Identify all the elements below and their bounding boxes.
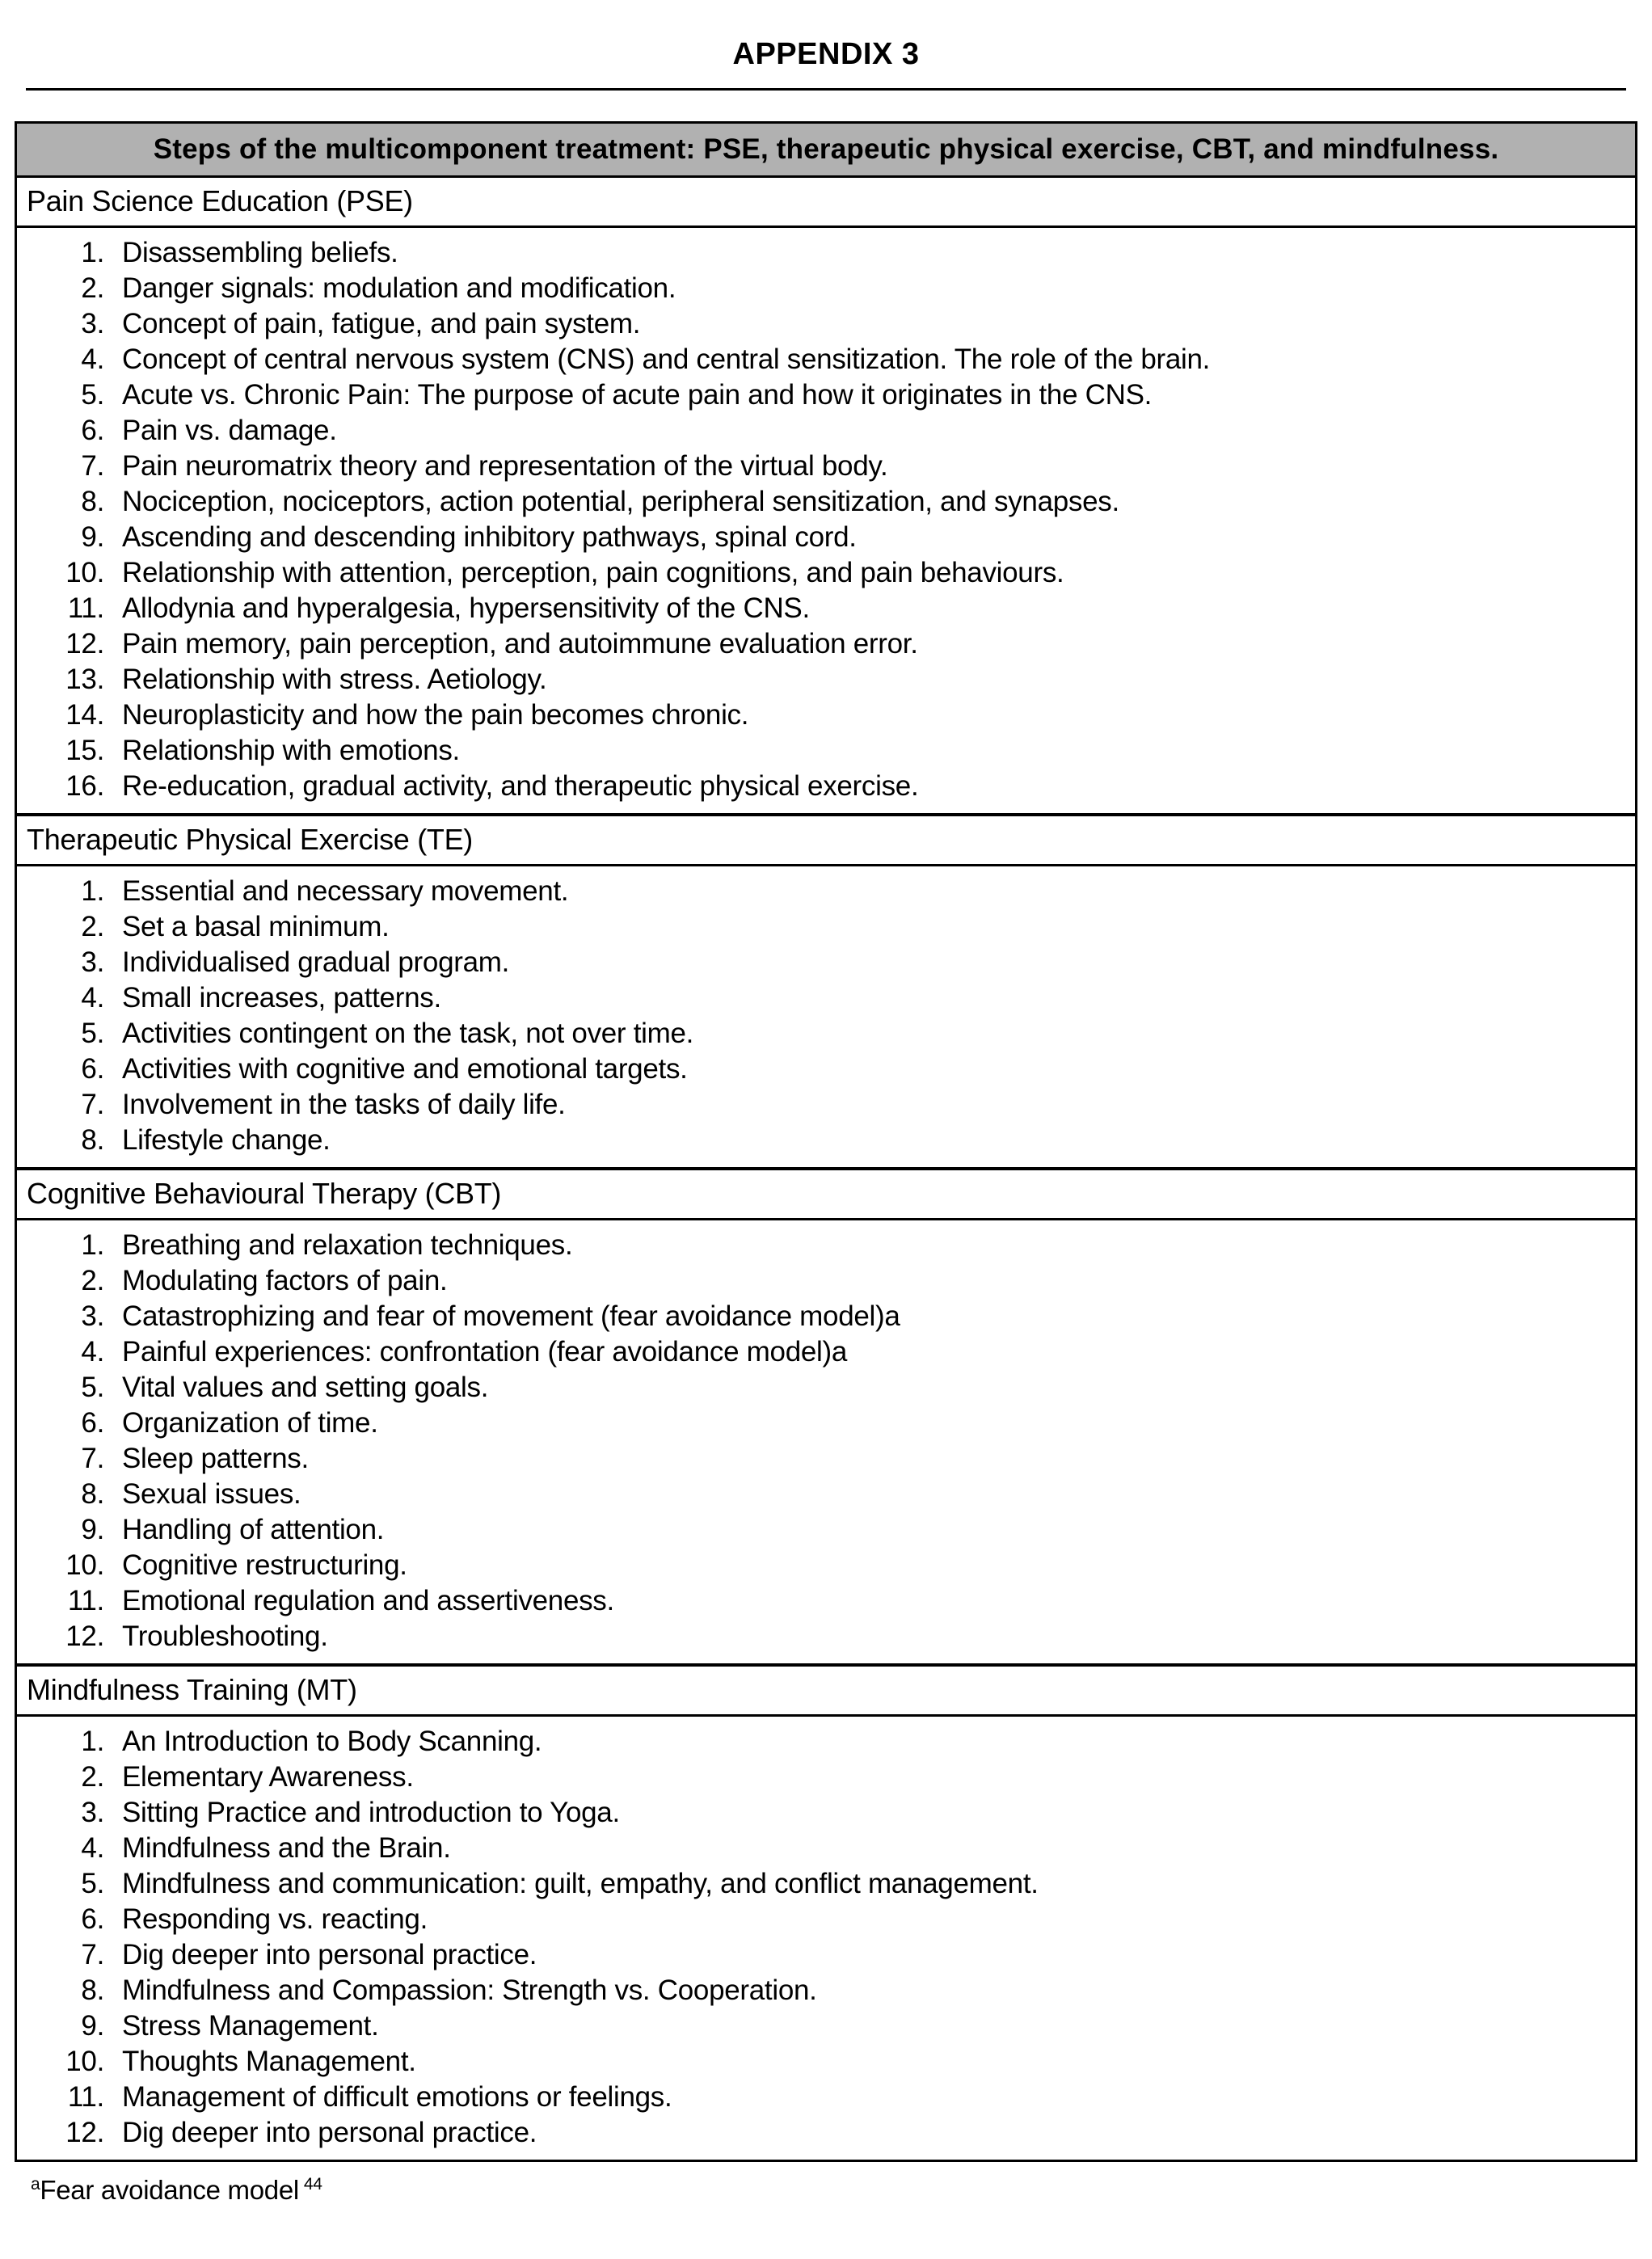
list-item <box>17 874 1635 909</box>
list-item <box>17 591 1635 626</box>
list-item-number: 10. <box>65 1549 104 1581</box>
footnote <box>31 2175 1637 2206</box>
list-item-text: Lifestyle change. <box>122 1124 331 1156</box>
list-item <box>17 1052 1635 1087</box>
list-item <box>17 1760 1635 1795</box>
list-item-number: 9. <box>81 2010 104 2042</box>
footnote-marker: a <box>31 2175 40 2194</box>
list-item-text: Modulating factors of pain. <box>122 1265 448 1296</box>
section-list <box>17 866 1635 1167</box>
list-item-text: Relationship with stress. Aetiology. <box>122 664 547 695</box>
list-item <box>17 626 1635 662</box>
list-item <box>17 1477 1635 1512</box>
list-item-number: 4. <box>81 1336 104 1368</box>
list-item-text: Management of difficult emotions or feelings. <box>122 2081 672 2113</box>
section-list <box>17 1220 1635 1663</box>
list-item-number: 6. <box>81 415 104 446</box>
list-item <box>17 1123 1635 1158</box>
list-item-number: 12. <box>65 2117 104 2148</box>
list-item-text: Activities contingent on the task, not over time. <box>122 1018 694 1049</box>
list-item <box>17 1016 1635 1052</box>
footnote-text: Fear avoidance model <box>40 2175 299 2205</box>
list-item-text: Sitting Practice and introduction to Yoga. <box>122 1797 620 1828</box>
list-item-number: 13. <box>65 664 104 695</box>
list-item <box>17 698 1635 733</box>
list-item-number: 2. <box>81 911 104 942</box>
list-item-text: Ascending and descending inhibitory pathways, spinal cord. <box>122 521 857 553</box>
title-divider <box>26 88 1626 91</box>
list-item-number: 12. <box>65 628 104 660</box>
list-item <box>17 1548 1635 1583</box>
list-item <box>17 980 1635 1016</box>
list-item-number: 1. <box>81 1229 104 1261</box>
list-item-number: 3. <box>81 946 104 978</box>
list-item-number: 7. <box>81 450 104 482</box>
list-item-number: 16. <box>65 770 104 802</box>
list-item <box>17 1724 1635 1760</box>
list-item-number: 14. <box>65 699 104 731</box>
list-item-text: Dig deeper into personal practice. <box>122 1939 537 1970</box>
list-item-text: Dig deeper into personal practice. <box>122 2117 537 2148</box>
list-item <box>17 1619 1635 1654</box>
list-item-text: Stress Management. <box>122 2010 379 2042</box>
list-item <box>17 662 1635 698</box>
list-item <box>17 1973 1635 2008</box>
list-item-number: 6. <box>81 1407 104 1439</box>
list-item <box>17 2080 1635 2115</box>
list-item-text: Vital values and setting goals. <box>122 1372 489 1403</box>
section-title: Therapeutic Physical Exercise (TE) <box>17 813 1635 866</box>
list-item-number: 2. <box>81 1265 104 1296</box>
list-item-number: 5. <box>81 1372 104 1403</box>
list-item <box>17 1299 1635 1334</box>
list-item-text: Painful experiences: confrontation (fear avoidance model)a <box>122 1336 848 1368</box>
list-item <box>17 342 1635 377</box>
list-item <box>17 1087 1635 1123</box>
list-item <box>17 449 1635 484</box>
list-item-text: Elementary Awareness. <box>122 1761 414 1793</box>
list-item-number: 1. <box>81 237 104 268</box>
list-item-number: 8. <box>81 1478 104 1510</box>
list-item <box>17 1512 1635 1548</box>
list-item-number: 4. <box>81 1832 104 1864</box>
list-item-text: Individualised gradual program. <box>122 946 510 978</box>
list-item-number: 5. <box>81 1018 104 1049</box>
list-item-text: Mindfulness and communication: guilt, empathy, and conflict management. <box>122 1868 1039 1899</box>
list-item-number: 5. <box>81 1868 104 1899</box>
list-item-text: An Introduction to Body Scanning. <box>122 1726 542 1757</box>
list-item-number: 4. <box>81 982 104 1014</box>
list-item-text: Mindfulness and Compassion: Strength vs. Cooperation. <box>122 1975 817 2006</box>
list-item-text: Disassembling beliefs. <box>122 237 398 268</box>
list-item-number: 15. <box>65 735 104 766</box>
list-item-number: 10. <box>65 2046 104 2077</box>
list-item-text: Danger signals: modulation and modification. <box>122 272 676 304</box>
list-item-number: 7. <box>81 1089 104 1120</box>
list-item-number: 8. <box>81 486 104 517</box>
list-item-text: Thoughts Management. <box>122 2046 416 2077</box>
list-item-number: 1. <box>81 1726 104 1757</box>
list-item-text: Responding vs. reacting. <box>122 1903 428 1935</box>
list-item-number: 12. <box>65 1620 104 1652</box>
list-item <box>17 1795 1635 1831</box>
list-item <box>17 945 1635 980</box>
list-item-number: 2. <box>81 1761 104 1793</box>
list-item-text: Sleep patterns. <box>122 1443 309 1474</box>
list-item-text: Pain memory, pain perception, and autoimmune evaluation error. <box>122 628 918 660</box>
list-item-number: 3. <box>81 1797 104 1828</box>
list-item-text: Allodynia and hyperalgesia, hypersensitivity of the CNS. <box>122 592 810 624</box>
list-item <box>17 909 1635 945</box>
list-item-text: Involvement in the tasks of daily life. <box>122 1089 566 1120</box>
list-item <box>17 1334 1635 1370</box>
treatment-steps-table <box>15 121 1637 2162</box>
list-item <box>17 271 1635 306</box>
list-item-text: Organization of time. <box>122 1407 378 1439</box>
list-item <box>17 1441 1635 1477</box>
list-item-number: 5. <box>81 379 104 411</box>
list-item-number: 10. <box>65 557 104 588</box>
list-item-number: 7. <box>81 1443 104 1474</box>
section-title: Mindfulness Training (MT) <box>17 1663 1635 1717</box>
table-header: Steps of the multicomponent treatment: PSE, therapeutic physical exercise, CBT, and mindfulness. <box>17 124 1635 178</box>
treatment-section <box>17 1167 1635 1663</box>
treatment-section <box>17 178 1635 813</box>
list-item <box>17 733 1635 769</box>
list-item-text: Troubleshooting. <box>122 1620 328 1652</box>
list-item-text: Small increases, patterns. <box>122 982 441 1014</box>
list-item-text: Breathing and relaxation techniques. <box>122 1229 573 1261</box>
list-item-number: 8. <box>81 1124 104 1156</box>
list-item-text: Cognitive restructuring. <box>122 1549 407 1581</box>
list-item-number: 11. <box>67 1585 104 1616</box>
list-item-text: Handling of attention. <box>122 1514 385 1545</box>
list-item-number: 6. <box>81 1903 104 1935</box>
list-item <box>17 769 1635 804</box>
list-item-text: Acute vs. Chronic Pain: The purpose of acute pain and how it originates in the CNS. <box>122 379 1153 411</box>
list-item-text: Nociception, nociceptors, action potential, peripheral sensitization, and synapses. <box>122 486 1119 517</box>
section-list <box>17 1717 1635 2160</box>
list-item <box>17 377 1635 413</box>
list-item-number: 9. <box>81 521 104 553</box>
list-item-text: Neuroplasticity and how the pain becomes chronic. <box>122 699 749 731</box>
list-item-text: Activities with cognitive and emotional targets. <box>122 1053 688 1085</box>
list-item <box>17 1228 1635 1263</box>
list-item <box>17 1263 1635 1299</box>
list-item <box>17 1831 1635 1866</box>
list-item-text: Pain vs. damage. <box>122 415 337 446</box>
page-title: APPENDIX 3 <box>732 37 920 71</box>
list-item <box>17 1370 1635 1406</box>
list-item-text: Catastrophizing and fear of movement (fear avoidance model)a <box>122 1300 900 1332</box>
list-item-number: 3. <box>81 308 104 339</box>
section-list <box>17 228 1635 813</box>
list-item-number: 11. <box>67 2081 104 2113</box>
list-item-number: 8. <box>81 1975 104 2006</box>
list-item <box>17 555 1635 591</box>
list-item-number: 2. <box>81 272 104 304</box>
list-item-number: 1. <box>81 875 104 907</box>
footnote-reference: 44 <box>303 2175 322 2194</box>
list-item <box>17 1902 1635 1937</box>
list-item-text: Relationship with emotions. <box>122 735 460 766</box>
list-item <box>17 235 1635 271</box>
table-body <box>17 178 1635 2160</box>
section-title: Pain Science Education (PSE) <box>17 178 1635 228</box>
list-item <box>17 306 1635 342</box>
list-item-number: 9. <box>81 1514 104 1545</box>
treatment-section <box>17 1663 1635 2160</box>
list-item <box>17 520 1635 555</box>
list-item <box>17 1937 1635 1973</box>
list-item <box>17 1583 1635 1619</box>
list-item <box>17 1866 1635 1902</box>
list-item-text: Re-education, gradual activity, and therapeutic physical exercise. <box>122 770 919 802</box>
list-item-text: Mindfulness and the Brain. <box>122 1832 451 1864</box>
list-item-number: 6. <box>81 1053 104 1085</box>
list-item-text: Concept of central nervous system (CNS) and central sensitization. The role of the brain. <box>122 343 1211 375</box>
list-item-text: Set a basal minimum. <box>122 911 390 942</box>
treatment-section <box>17 813 1635 1167</box>
list-item-text: Essential and necessary movement. <box>122 875 569 907</box>
list-item-text: Concept of pain, fatigue, and pain system. <box>122 308 641 339</box>
list-item-number: 7. <box>81 1939 104 1970</box>
document-page <box>0 37 1652 2206</box>
list-item <box>17 2044 1635 2080</box>
list-item-number: 3. <box>81 1300 104 1332</box>
list-item <box>17 2008 1635 2044</box>
list-item <box>17 484 1635 520</box>
list-item-text: Relationship with attention, perception, pain cognitions, and pain behaviours. <box>122 557 1064 588</box>
list-item-text: Sexual issues. <box>122 1478 301 1510</box>
list-item-number: 4. <box>81 343 104 375</box>
list-item <box>17 2115 1635 2151</box>
list-item <box>17 413 1635 449</box>
list-item-text: Emotional regulation and assertiveness. <box>122 1585 614 1616</box>
list-item-text: Pain neuromatrix theory and representation of the virtual body. <box>122 450 888 482</box>
list-item-number: 11. <box>67 592 104 624</box>
section-title: Cognitive Behavioural Therapy (CBT) <box>17 1167 1635 1220</box>
list-item <box>17 1406 1635 1441</box>
